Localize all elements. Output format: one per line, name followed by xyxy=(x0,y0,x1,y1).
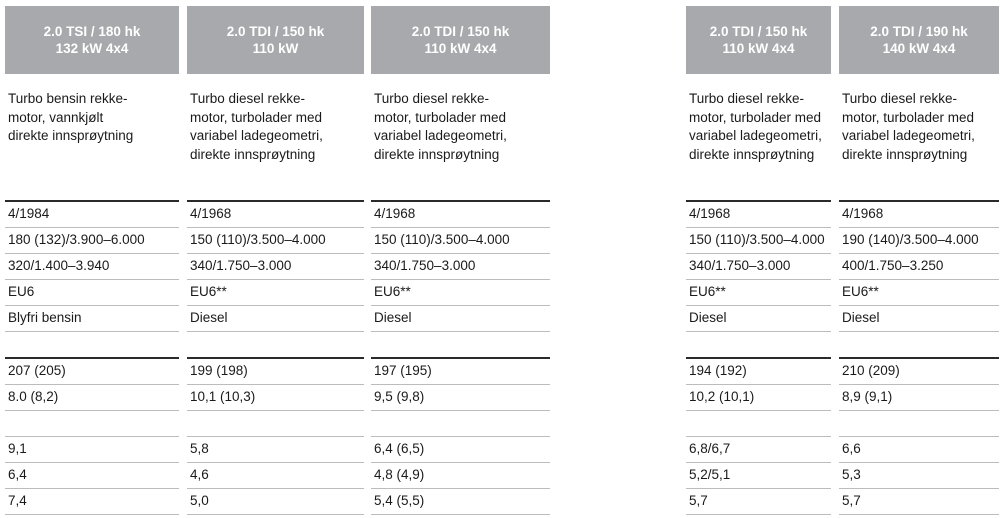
table-cell: 4/1968 xyxy=(374,206,416,221)
table-cell: 180 (132)/3.900–6.000 xyxy=(8,232,145,247)
table-cell: 8.0 (8,2) xyxy=(8,389,59,404)
table-cell: 340/1.750–3.000 xyxy=(374,258,476,273)
column-header xyxy=(5,6,179,74)
table-cell: 8,9 (9,1) xyxy=(842,389,893,404)
row-divider xyxy=(371,514,550,515)
header-engine: 2.0 TDI / 150 hk xyxy=(709,24,808,39)
header-power: 110 kW 4x4 xyxy=(424,41,497,56)
table-cell: 9,1 xyxy=(8,441,27,456)
table-cell: 4/1984 xyxy=(8,206,50,221)
row-divider xyxy=(839,331,999,332)
header-engine: 2.0 TDI / 150 hk xyxy=(226,24,325,39)
header-engine: 2.0 TDI / 190 hk xyxy=(870,24,968,39)
row-divider xyxy=(839,514,999,515)
table-cell: 6,8/6,7 xyxy=(689,441,731,456)
header-engine: 2.0 TDI / 150 hk xyxy=(411,24,510,39)
row-divider xyxy=(686,410,831,411)
table-cell: 5,8 xyxy=(190,441,209,456)
engine-description: Turbo diesel rekke- motor, turbolader med variabel ladegeometri, direkte innsprøytning xyxy=(190,91,323,162)
table-cell: EU6** xyxy=(190,284,227,299)
table-cell: 150 (110)/3.500–4.000 xyxy=(374,232,510,247)
column-header xyxy=(371,6,550,74)
table-cell: 340/1.750–3.000 xyxy=(689,258,791,273)
table-cell: 6,6 xyxy=(842,441,861,456)
row-divider xyxy=(686,514,831,515)
table-cell: 320/1.400–3.940 xyxy=(8,258,110,273)
header-power: 140 kW 4x4 xyxy=(882,41,956,56)
column-header xyxy=(839,6,999,74)
column-header xyxy=(686,6,831,74)
table-cell: 194 (192) xyxy=(689,363,747,378)
table-cell: 197 (195) xyxy=(374,363,432,378)
header-power: 110 kW xyxy=(252,41,299,56)
table-cell: 150 (110)/3.500–4.000 xyxy=(190,232,326,247)
table-cell: 4/1968 xyxy=(190,206,232,221)
table-cell: 5,2/5,1 xyxy=(689,467,731,482)
row-divider xyxy=(839,410,999,411)
table-cell: Diesel xyxy=(374,310,412,325)
table-cell: 4/1968 xyxy=(842,206,884,221)
table-cell: 4,6 xyxy=(190,467,209,482)
table-cell: 210 (209) xyxy=(842,363,900,378)
engine-description: Turbo diesel rekke- motor, turbolader med variabel ladegeometri, direkte innsprøytning xyxy=(374,91,507,162)
table-cell: 5,7 xyxy=(842,493,861,508)
table-cell: Diesel xyxy=(842,310,880,325)
table-cell: 7,4 xyxy=(8,493,27,508)
row-divider xyxy=(5,410,179,411)
table-cell: EU6 xyxy=(8,284,35,299)
table-cell: 10,1 (10,3) xyxy=(190,389,256,404)
table-cell: EU6** xyxy=(374,284,411,299)
row-divider xyxy=(187,514,364,515)
table-cell: 340/1.750–3.000 xyxy=(190,258,292,273)
table-cell: 207 (205) xyxy=(8,363,66,378)
engine-description: Turbo bensin rekke- motor, vannkjølt direkte innsprøytning xyxy=(8,91,134,143)
table-cell: 6,4 (6,5) xyxy=(374,441,425,456)
table-cell: EU6** xyxy=(842,284,879,299)
row-divider xyxy=(187,410,364,411)
table-cell: 5,0 xyxy=(190,493,209,508)
table-cell: 150 (110)/3.500–4.000 xyxy=(689,232,825,247)
header-engine: 2.0 TSI / 180 hk xyxy=(43,24,141,39)
engine-description: Turbo diesel rekke- motor, turbolader med variabel ladegeometri, direkte innsprøytning xyxy=(842,91,975,162)
table-cell: 5,4 (5,5) xyxy=(374,493,425,508)
row-divider xyxy=(371,410,550,411)
table-cell: 199 (198) xyxy=(190,363,248,378)
table-cell: 5,7 xyxy=(689,493,708,508)
table-cell: 10,2 (10,1) xyxy=(689,389,755,404)
table-cell: 6,4 xyxy=(8,467,27,482)
row-divider xyxy=(187,331,364,332)
table-cell: EU6** xyxy=(689,284,726,299)
table-cell: 190 (140)/3.500–4.000 xyxy=(842,232,979,247)
table-cell: 4,8 (4,9) xyxy=(374,467,425,482)
table-cell: Diesel xyxy=(689,310,727,325)
table-cell: Diesel xyxy=(190,310,228,325)
header-power: 110 kW 4x4 xyxy=(722,41,795,56)
table-cell: 400/1.750–3.250 xyxy=(842,258,944,273)
row-divider xyxy=(5,514,179,515)
row-divider xyxy=(5,331,179,332)
row-divider xyxy=(371,331,550,332)
table-cell: Blyfri bensin xyxy=(8,310,82,325)
row-divider xyxy=(686,331,831,332)
table-cell: 5,3 xyxy=(842,467,861,482)
table-cell: 9,5 (9,8) xyxy=(374,389,425,404)
engine-description: Turbo diesel rekke- motor, turbolader med variabel ladegeometri, direkte innsprøytning xyxy=(689,91,822,162)
column-header xyxy=(187,6,364,74)
header-power: 132 kW 4x4 xyxy=(55,41,129,56)
table-cell: 4/1968 xyxy=(689,206,731,221)
